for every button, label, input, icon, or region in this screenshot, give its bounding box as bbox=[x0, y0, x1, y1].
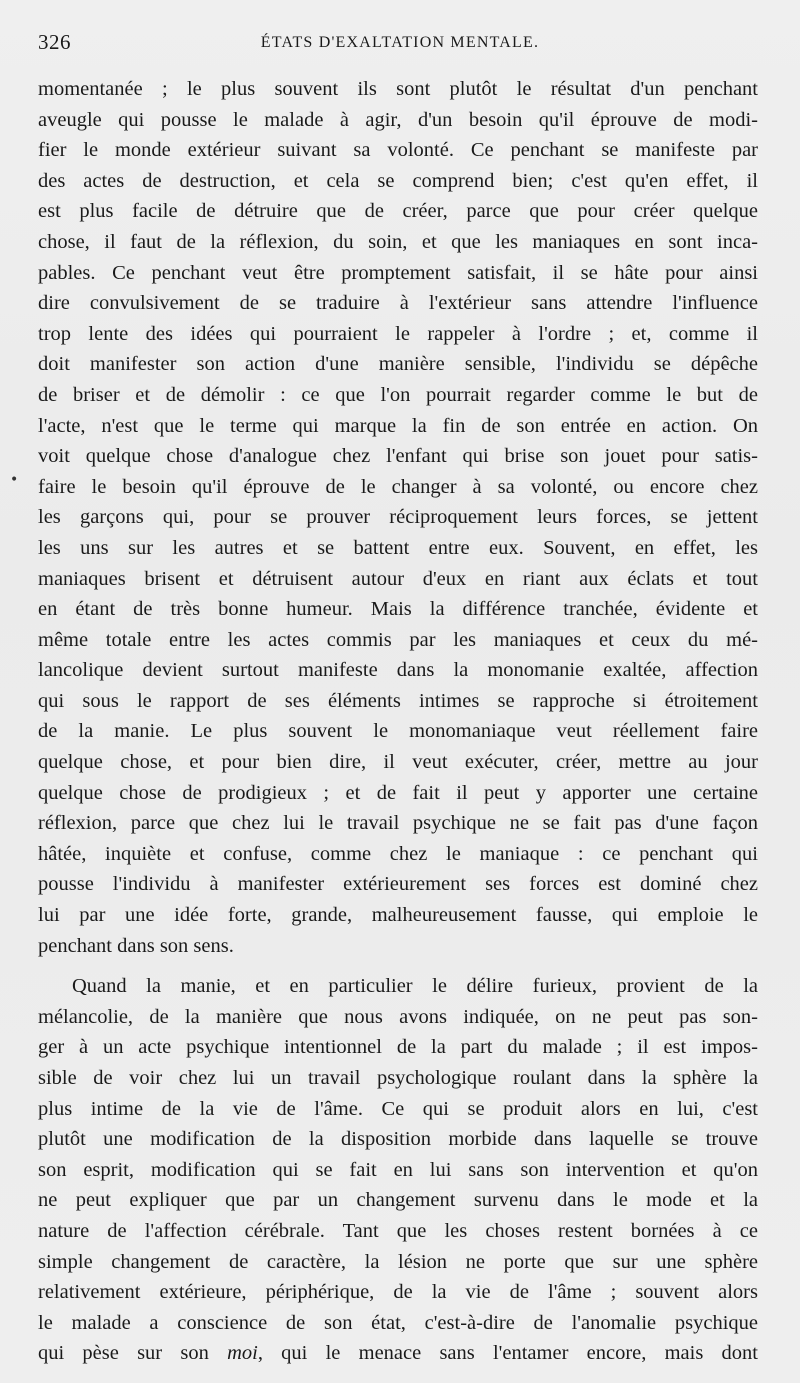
text-line: simple changement de caractère, la lésion ne porte que sur une sphère bbox=[38, 1250, 758, 1273]
text-line: le malade a conscience de son état, c'est-à-dire de l'anomalie psychique bbox=[38, 1311, 758, 1334]
text-line: son esprit, modification qui se fait en lui sans son intervention et qu'on bbox=[38, 1158, 758, 1181]
text-line: momentanée ; le plus souvent ils sont plutôt le résultat d'un penchant bbox=[38, 78, 758, 100]
text-line: hâtée, inquiète et confuse, comme chez le maniaque : ce penchant qui bbox=[38, 842, 758, 865]
final-line-italic: moi bbox=[227, 1342, 258, 1365]
final-line-after: , qui le menace sans l'entamer encore, mais dont bbox=[257, 1342, 758, 1365]
text-line: faire le besoin qu'il éprouve de le changer à sa volonté, ou encore chez bbox=[38, 475, 758, 498]
text-line: lui par une idée forte, grande, malheureusement fausse, qui emploie le bbox=[38, 904, 758, 927]
text-line: aveugle qui pousse le malade à agir, d'un besoin qu'il éprouve de modi- bbox=[38, 108, 758, 131]
text-line: trop lente des idées qui pourraient le rappeler à l'ordre ; et, comme il bbox=[38, 322, 758, 345]
text-line: plus intime de la vie de l'âme. Ce qui se produit alors en lui, c'est bbox=[38, 1097, 758, 1120]
running-head bbox=[38, 30, 762, 60]
margin-mark: • bbox=[10, 472, 19, 488]
page-number: 326 bbox=[38, 30, 71, 54]
text-line: maniaques brisent et détruisent autour d'eux en riant aux éclats et tout bbox=[38, 567, 758, 590]
text-line: quelque chose, et pour bien dire, il veut exécuter, créer, mettre au jour bbox=[38, 751, 758, 774]
text-line: les uns sur les autres et se battent entre eux. Souvent, en effet, les bbox=[38, 536, 758, 559]
paragraph-1 bbox=[38, 74, 758, 961]
text-line: plutôt une modification de la disposition morbide dans laquelle se trouve bbox=[38, 1128, 758, 1151]
text-line: dire convulsivement de se traduire à l'extérieur sans attendre l'influence bbox=[38, 292, 758, 315]
text-line: mélancolie, de la manière que nous avons indiquée, on ne peut pas son- bbox=[38, 1005, 758, 1028]
text-line: en étant de très bonne humeur. Mais la différence tranchée, évidente et bbox=[38, 598, 758, 621]
text-line: sible de voir chez lui un travail psychologique roulant dans la sphère la bbox=[38, 1067, 758, 1089]
text-line: l'acte, n'est que le terme qui marque la fin de son entrée en action. On bbox=[38, 414, 758, 437]
text-line: fier le monde extérieur suivant sa volonté. Ce penchant se manifeste par bbox=[38, 139, 758, 162]
running-title: ÉTATS D'EXALTATION MENTALE. bbox=[260, 34, 540, 51]
text-line-final bbox=[38, 1338, 758, 1369]
text-line: Quand la manie, et en particulier le délire furieux, provient de la bbox=[72, 975, 758, 998]
text-line: est plus facile de détruire que de créer, parce que pour créer quelque bbox=[38, 200, 758, 223]
text-line: même totale entre les actes commis par les maniaques et ceux du mé- bbox=[38, 628, 758, 651]
text-line: nature de l'affection cérébrale. Tant que les choses restent bornées à ce bbox=[38, 1219, 758, 1242]
text-line: chose, il faut de la réflexion, du soin, et que les maniaques en sont inca- bbox=[38, 230, 758, 253]
text-line: de la manie. Le plus souvent le monomaniaque veut réellement faire bbox=[38, 720, 758, 743]
body-text bbox=[38, 74, 758, 1369]
text-line: relativement extérieure, périphérique, de la vie de l'âme ; souvent alors bbox=[38, 1281, 758, 1304]
text-line: doit manifester son action d'une manière sensible, l'individu se dépêche bbox=[38, 353, 758, 376]
text-line: penchant dans son sens. bbox=[38, 934, 234, 957]
text-line: pousse l'individu à manifester extérieurement ses forces est dominé chez bbox=[38, 873, 758, 896]
text-line: les garçons qui, pour se prouver réciproquement leurs forces, se jettent bbox=[38, 506, 758, 529]
paragraph-gap bbox=[38, 961, 758, 971]
text-line: quelque chose de prodigieux ; et de fait il peut y apporter une certaine bbox=[38, 781, 758, 804]
text-line: qui sous le rapport de ses éléments intimes se rapproche si étroitement bbox=[38, 689, 758, 712]
text-line: voit quelque chose d'analogue chez l'enfant qui brise son jouet pour satis- bbox=[38, 445, 758, 468]
text-line: ger à un acte psychique intentionnel de la part du malade ; il est impos- bbox=[38, 1036, 758, 1059]
text-line: lancolique devient surtout manifeste dans la monomanie exaltée, affection bbox=[38, 659, 758, 682]
final-line-before: qui pèse sur son bbox=[38, 1342, 228, 1365]
text-line: de briser et de démolir : ce que l'on pourrait regarder comme le but de bbox=[38, 383, 758, 406]
text-line: réflexion, parce que chez lui le travail psychique ne se fait pas d'une façon bbox=[38, 812, 758, 835]
text-line: des actes de destruction, et cela se comprend bien; c'est qu'en effet, il bbox=[38, 169, 758, 192]
text-line: ne peut expliquer que par un changement survenu dans le mode et la bbox=[38, 1189, 758, 1212]
text-line: pables. Ce penchant veut être promptement satisfait, il se hâte pour ainsi bbox=[38, 261, 758, 284]
paragraph-2 bbox=[38, 971, 758, 1338]
